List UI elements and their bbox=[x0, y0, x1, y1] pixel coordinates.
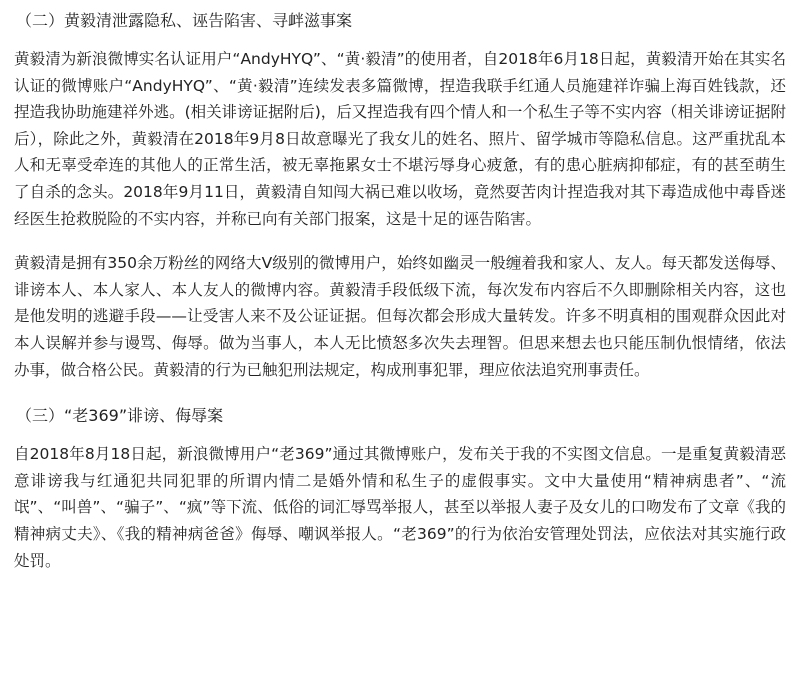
paragraph-2: 黄毅清是拥有350余万粉丝的网络大V级别的微博用户，始终如幽灵一般缠着我和家人、友人。每天都发送侮辱、诽谤本人、本人家人、本人友人的微博内容。黄毅清手段低级下流，每次发布内容后不久即删除相关内容，这也是他发明的逃避手段——让受害人来不及公证证据。但每次都会形成大量转发。许多不明真相的围观群众因此对本人误解并参与谩骂、侮辱。做为当事人，本人无比愤怒多次失去理智。但思来想去也只能压制仇恨情绪，依法办事，做合格公民。黄毅清的行为已触犯刑法规定，构成刑事犯罪，理应依法追究刑事责任。 bbox=[14, 254, 786, 379]
section-heading-2: （二）黄毅清泄露隐私、诬告陷害、寻衅滋事案 bbox=[16, 11, 353, 30]
section-heading-3: （三）“老369”诽谤、侮辱案 bbox=[16, 406, 224, 426]
paragraph-3: 自2018年8月18日起，新浪微博用户“老369”通过其微博账户，发布关于我的不实图文信息。一是重复黄毅清恶意诽谤我与红通犯共同犯罪的所谓内情二是婚外情和私生子的虚假事实。文中大量使用“精神病患者”、“流氓”、“叫兽”、“骗子”、“疯”等下流、低俗的词汇辱骂举报人，甚至以举报人妻子及女儿的口吻发布了文章《我的精神病丈夫》、《我的精神病爸爸》侮辱、嘲讽举报人。“老369”的行为依治安管理处罚法，应依法对其实施行政处罚。 bbox=[14, 445, 786, 570]
paragraph-1: 黄毅清为新浪微博实名认证用户“AndyHYQ”、“黄·毅清”的使用者，自2018年6月18日起，黄毅清开始在其实名认证的微博账户“AndyHYQ”、“黄·毅清”连续发表多篇微博，捏造我联手红通人员施建祥诈骗上海百姓钱款，还捏造我协助施建祥外逃。(相关诽谤证据附后)，后又捏造我有四个情人和一个私生子等不实内容（相关诽谤证据附后），除此之外，黄毅清在2018年9月8日故意曝光了我女儿的姓名、照片、留学城市等隐私信息。这严重扰乱本人和无辜受牵连的其他人的正常生活，被无辜拖累女士不堪污辱身心疲惫，有的患心脏病抑郁症，有的甚至萌生了自杀的念头。2018年9月11日，黄毅清自知闯大祸已难以收场，竟然耍苦肉计捏造我对其下毒造成他中毒昏迷经医生抢救脱险的不实内容，并称已向有关部门报案，这是十足的诬告陷害。 bbox=[14, 50, 786, 228]
